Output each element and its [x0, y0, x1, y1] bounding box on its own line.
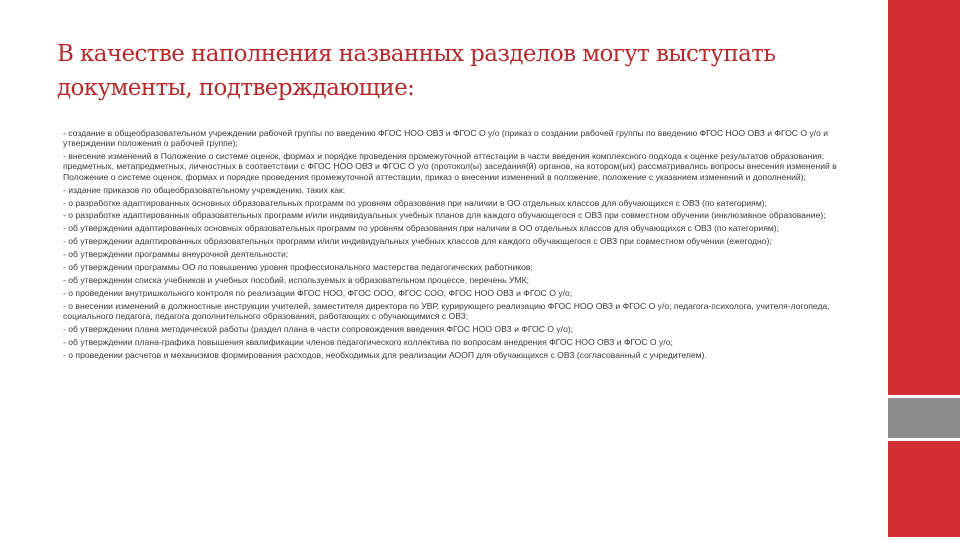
document-list	[63, 128, 848, 363]
list-item: - об утверждении адаптированных образовательных программ и/или индивидуальных учебных классов для каждого обучающегося с ОВЗ при совместном обучении (ежегодно);	[63, 236, 772, 247]
list-item: - об утверждении плана методической работы (раздел плана в части сопровождения введения ФГОС НОО ОВЗ и ФГОС О у/о);	[63, 323, 574, 334]
list-item: - о проведении расчетов и механизмов формирования расходов, необходимых для реализации АООП для обучающихся с ОВЗ (согласованный с учредителем).	[63, 349, 707, 360]
list-item: - об утверждении плана-графика повышения квалификации членов педагогического коллектива по вопросам внедрения ФГОС НОО ОВЗ и ФГОС О у/о;	[63, 336, 673, 347]
side-bar-block-gray	[888, 398, 960, 438]
list-item: - об утверждении программы ОО по повышению уровня профессионального мастерства педагогических работников;	[63, 262, 533, 273]
list-item: - о разработке адаптированных основных образовательных программ по уровням образования при наличии в ОО отдельных классов для обучающихся с ОВЗ (по категориям);	[63, 197, 767, 208]
list-item: - об утверждении списка учебников и учебных пособий, используемых в образовательном процессе, перечень УМК;	[63, 274, 530, 285]
list-item: - издание приказов по общеобразовательному учреждению, таких как:	[63, 184, 346, 195]
list-item: - о разработке адаптированных образовательных программ и/или индивидуальных учебных планов для каждого обучающегося с ОВЗ при совместном обучении (инклюзивное образование);	[63, 210, 826, 221]
list-item: - об утверждении адаптированных основных образовательных программ по уровням образования при наличии в ОО отдельных классов для обучающихся с ОВЗ (по категориям);	[63, 223, 780, 234]
decorative-side-bar	[888, 0, 960, 540]
list-item: - об утверждении программы внеурочной деятельности;	[63, 249, 289, 260]
side-bar-block-red	[888, 0, 960, 395]
side-bar-block-red	[888, 441, 960, 537]
slide-title: В качестве наполнения названных разделов могут выступать документы, подтверждающие:	[57, 41, 776, 101]
list-item: - внесение изменений в Положение о системе оценок, формах и порядке проведения промежуточной аттестации в части введения комплексного подхода к оценке результатов образования: предметных, метапредметных, личностных в соответствии с ФГОС НОО ОВЗ и ФГОС О у/о (протокол(ы) заседания(й) органов, на котором(ых) рассматривались вопросы внесения изменений в Положение о системе оценок, формах и порядке проведения промежуточной аттестации, приказ о внесении изменений в положение, положение с указанием изменений и дополнений);	[63, 151, 837, 182]
list-item: - о внесении изменений в должностные инструкции учителей, заместителя директора по УВР, курирующего реализацию ФГОС НОО ОВЗ и ФГОС О у/о; педагога-психолога, учителя-логопеда, социального педагога, педагога дополнительного образования, работающих с обучающимися с ОВЗ;	[63, 300, 830, 321]
list-item: - создание в общеобразовательном учреждении рабочей группы по введению ФГОС НОО ОВЗ и ФГОС О у/о (приказ о создании рабочей группы по введению ФГОС НОО ОВЗ и ФГОС О у/о и утверждении положения о рабочей группе);	[63, 128, 829, 149]
list-item: - о проведении внутришкольного контроля по реализации ФГОС НОО, ФГОС ООО, ФГОС СОО, ФГОС НОО ОВЗ и ФГОС О у/о;	[63, 287, 573, 298]
